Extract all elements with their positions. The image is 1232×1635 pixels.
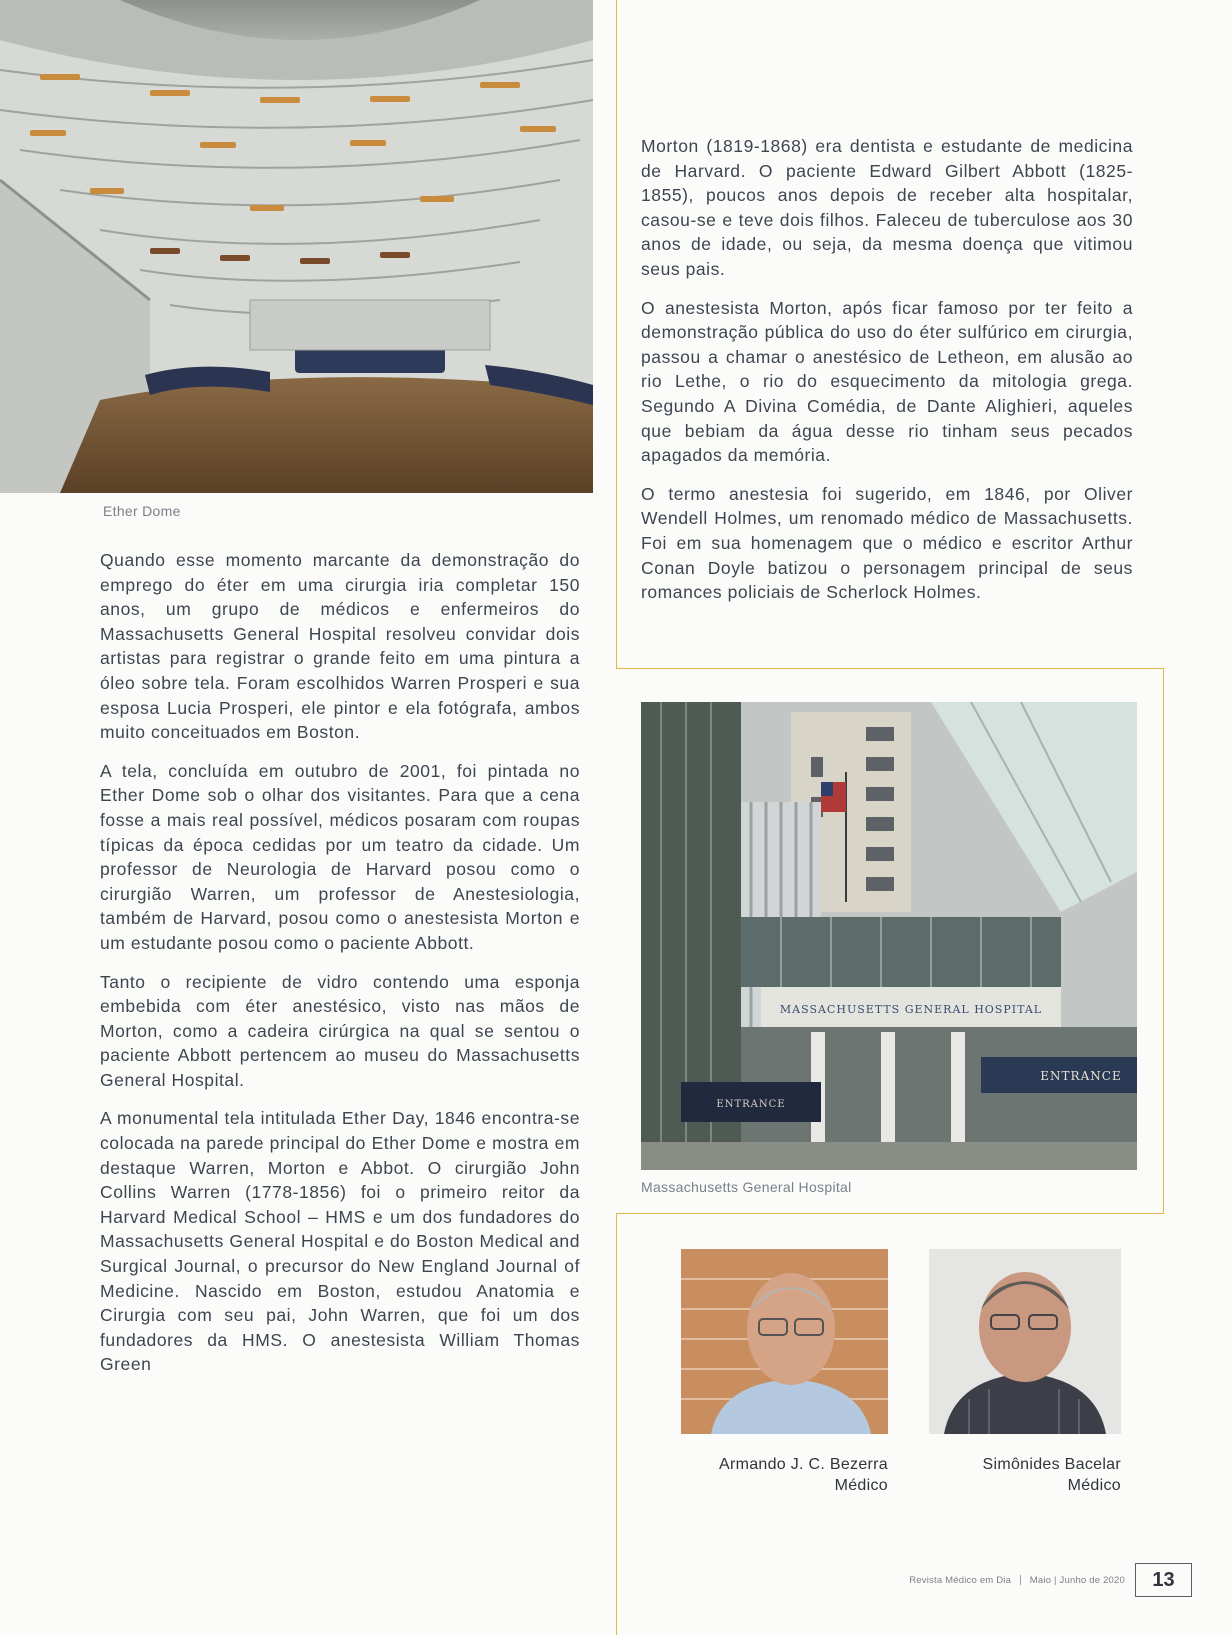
author-1-name: Armando J. C. Bezerra bbox=[718, 1456, 888, 1473]
frame-line-right bbox=[1163, 668, 1164, 1214]
frame-line-top-left bbox=[616, 0, 617, 669]
author-1-caption bbox=[681, 1454, 888, 1496]
right-column-text bbox=[641, 134, 1133, 619]
ether-dome-caption: Ether Dome bbox=[103, 503, 181, 519]
right-paragraph-3: O termo anestesia foi sugerido, em 1846, por Oliver Wendell Holmes, um renomado médico de Massachusetts. Foi em sua homenagem que o médico e escritor Arthur Conan Doyle batizou o personagem principal de seus romances policiais de Scherlock Holmes. bbox=[641, 483, 1133, 603]
footer-credit bbox=[880, 1575, 1125, 1586]
mgh-caption: Massachusetts General Hospital bbox=[641, 1179, 852, 1195]
entrance-right-text: ENTRANCE bbox=[1040, 1069, 1122, 1083]
footer-magazine: Revista Médico em Dia bbox=[909, 1575, 1012, 1586]
right-paragraph-2: O anestesista Morton, após ficar famoso por ter feito a demonstração pública do uso do éter sulfúrico em cirurgia, passou a chamar o anestésico de Letheon, em alusão ao rio Lethe, o rio do esquecimento da mitologia grega. Segundo A Divina Comédia, de Dante Alighieri, aqueles que bebiam da água desse rio tinham seus pecados apagados da memória. bbox=[641, 297, 1133, 466]
author-2-caption bbox=[921, 1454, 1121, 1496]
author-portrait-bacelar bbox=[929, 1249, 1121, 1434]
frame-line-lower bbox=[616, 1213, 1164, 1214]
mgh-photo bbox=[641, 702, 1137, 1170]
left-paragraph-1: Quando esse momento marcante da demonstração do emprego do éter em uma cirurgia iria completar 150 anos, um grupo de médicos e enfermeiros do Massachusetts General Hospital resolveu convidar dois artistas para registrar o grande feito em uma pintura a óleo sobre tela. Foram escolhidos Warren Prosperi e sua esposa Lucia Prosperi, ele pintor e ela fotógrafa, ambos muito conceituados em Boston. bbox=[100, 550, 580, 743]
ether-dome-photo bbox=[0, 0, 593, 493]
author-1-role: Médico bbox=[834, 1477, 888, 1494]
left-paragraph-2: A tela, concluída em outubro de 2001, foi pintada no Ether Dome sob o olhar dos visitantes. Para que a cena fosse a mais real possível, médicos posaram com roupas típicas da época cedidas por um teatro da cidade. Um professor de Neurologia de Harvard posou como o cirurgião Warren, um professor de Anestesiologia, também de Harvard, posou como o anestesista Morton e um estudante posou como o paciente Abbott. bbox=[100, 760, 580, 953]
author-2-role: Médico bbox=[1067, 1477, 1121, 1494]
footer-issue: Maio | Junho de 2020 bbox=[1029, 1575, 1125, 1586]
mgh-sign-text: MASSACHUSETTS GENERAL HOSPITAL bbox=[779, 1003, 1043, 1016]
author-portrait-bezerra bbox=[681, 1249, 888, 1434]
right-paragraph-1: Morton (1819-1868) era dentista e estudante de medicina de Harvard. O paciente Edward Gilbert Abbott (1825-1855), poucos anos depois de receber alta hospitalar, casou-se e teve dois filhos. Faleceu de tuberculose aos 30 anos de idade, ou seja, da mesma doença que vitimou seus pais. bbox=[641, 136, 1133, 279]
author-2-name: Simônides Bacelar bbox=[982, 1456, 1121, 1473]
left-column-text bbox=[100, 548, 580, 1391]
frame-line-bottom-left bbox=[616, 1213, 617, 1635]
left-paragraph-4: A monumental tela intitulada Ether Day, 1846 encontra-se colocada na parede principal do Ether Dome e mostra em destaque Warren, Morton e Abbot. O cirurgião John Collins Warren (1778-1856) foi o primeiro reitor da Harvard Medical School – HMS e um dos fundadores do Massachusetts General Hospital e do Boston Medical and Surgical Journal, o precursor do New England Journal of Medicine. Nascido em Boston, estudou Anatomia e Cirurgia com seu pai, John Warren, que foi um dos fundadores da HMS. O anestesista William Thomas Green bbox=[100, 1108, 580, 1375]
left-paragraph-3: Tanto o recipiente de vidro contendo uma esponja embebida com éter anestésico, visto nas mãos de Morton, como a cadeira cirúrgica na qual se sentou o paciente Abbott pertencem ao museu do Massachusetts General Hospital. bbox=[100, 971, 580, 1090]
page-number: 13 bbox=[1135, 1563, 1192, 1597]
entrance-left-text: ENTRANCE bbox=[716, 1099, 786, 1110]
frame-line-middle bbox=[616, 668, 1164, 669]
